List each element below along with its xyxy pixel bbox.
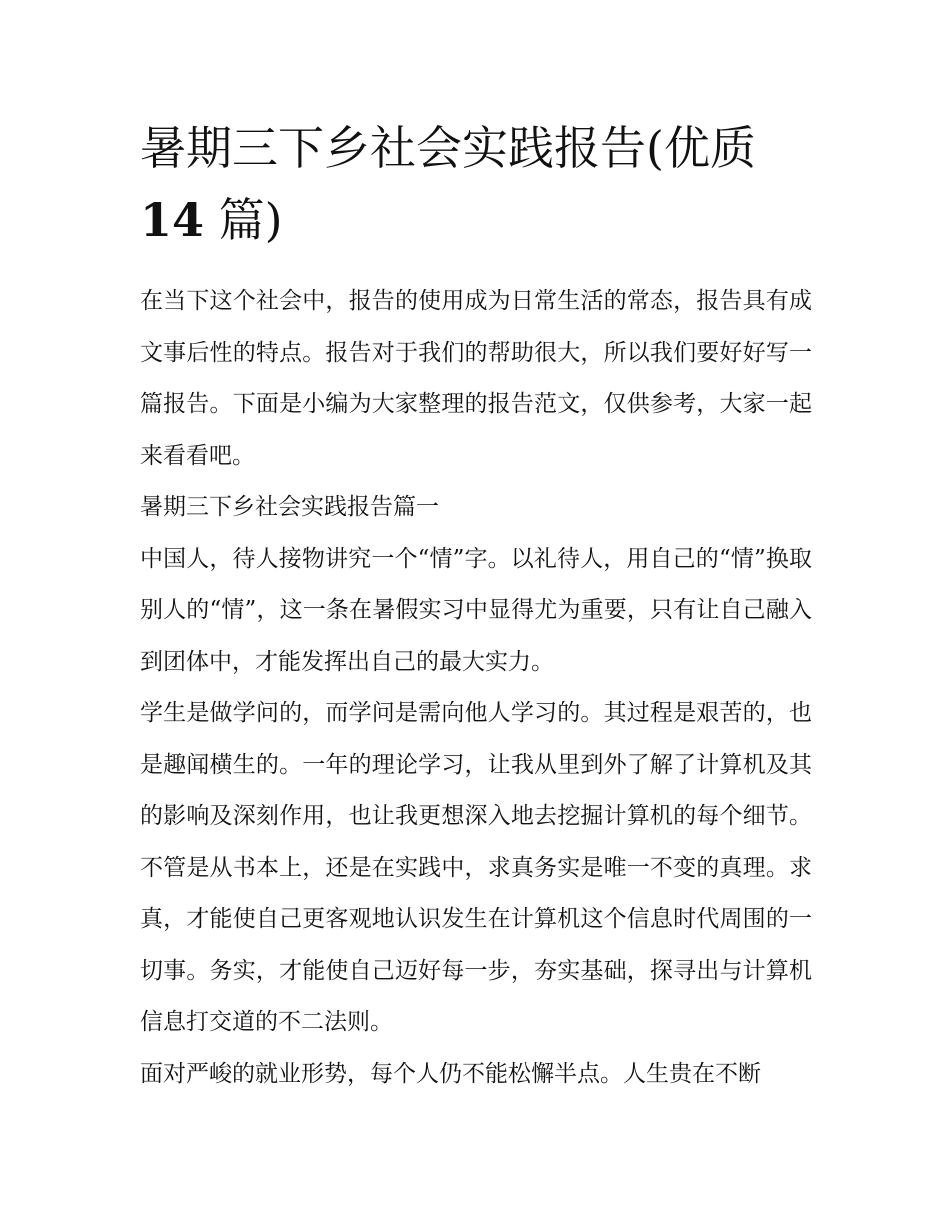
document-body <box>140 112 812 1100</box>
intro-paragraph: 在当下这个社会中，报告的使用成为日常生活的常态，报告具有成文事后性的特点。报告对于我们的帮助很大，所以我们要好好写一篇报告。下面是小编为大家整理的报告范文，仅供参考，大家一起来看看吧。 <box>140 288 812 469</box>
body-paragraph-2: 学生是做学问的，而学问是需向他人学习的。其过程是艰苦的，也是趣闻横生的。一年的理论学习，让我从里到外了解了计算机及其的影响及深刻作用，也让我更想深入地去挖掘计算机的每个细节。不管是从书本上，还是在实践中，求真务实是唯一不变的真理。求真，才能使自己更客观地认识发生在计算机这个信息时代周围的一切事。务实，才能使自己迈好每一步，夯实基础，探寻出与计算机信息打交道的不二法则。 <box>140 700 812 1035</box>
title-line-1: 暑期三下乡社会实践报告(优质 <box>140 121 756 175</box>
body-paragraph-3: 面对严峻的就业形势，每个人仍不能松懈半点。人生贵在不断 <box>140 1060 761 1087</box>
document-title <box>140 112 812 256</box>
body-paragraph-1: 中国人，待人接物讲究一个“情”字。以礼待人，用自己的“情”换取别人的“情”，这一条在暑假实习中显得尤为重要，只有让自己融入到团体中，才能发挥出自己的最大实力。 <box>140 545 812 675</box>
title-line-2: 篇) <box>204 193 283 247</box>
title-number: 14 <box>140 193 205 247</box>
section-heading: 暑期三下乡社会实践报告篇一 <box>140 494 439 520</box>
